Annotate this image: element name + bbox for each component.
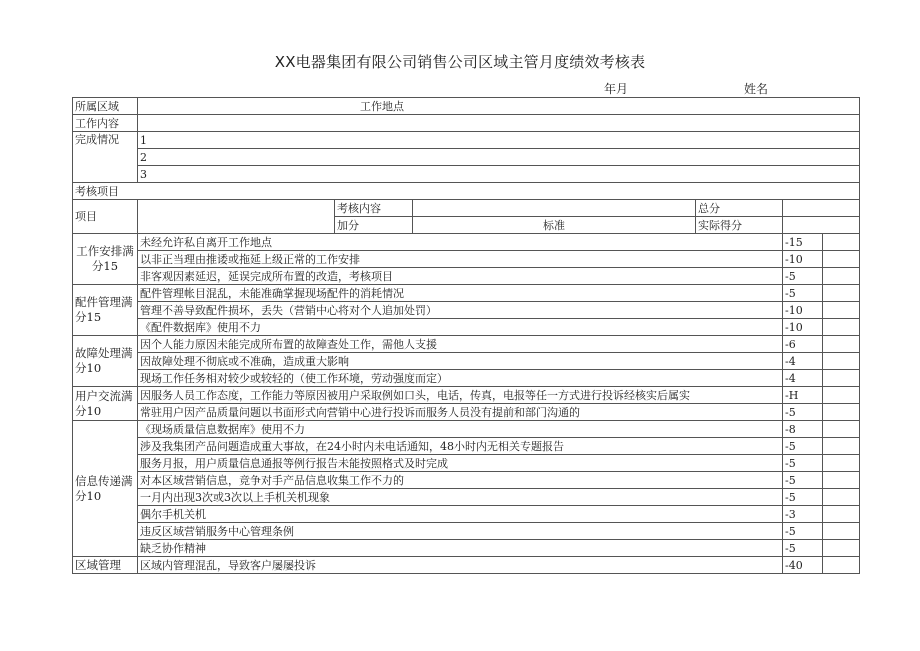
name-label: 姓名 [744,82,769,96]
score-cell: -10 [783,319,823,336]
score-cell: -10 [783,302,823,319]
score-cell: -5 [783,285,823,302]
category-cell: 工作安排满分15 [73,234,138,285]
score-cell: -5 [783,438,823,455]
category-cell: 用户交流满分10 [73,387,138,421]
completion-label: 完成情况 [73,132,138,183]
actual-cell [823,302,860,319]
criterion-text: 未经允许私自离开工作地点 [138,234,783,251]
actual-cell [823,370,860,387]
page-title: XX电器集团有限公司销售公司区域主管月度绩效考核表 [274,53,646,71]
table-row [73,285,860,302]
score-cell: -5 [783,523,823,540]
work-location-label: 工作地点 [360,99,404,113]
actual-cell [823,268,860,285]
actual-score-value [783,217,860,234]
criterion-text: 配件管理帐目混乱，未能准确掌握现场配件的消耗情况 [138,285,783,302]
criterion-text: 现场工作任务相对较少或较轻的（使工作环境，劳动强度而定） [138,370,783,387]
completion-row [73,132,860,149]
table-row [73,251,860,268]
score-cell: -5 [783,472,823,489]
criterion-text: 因故障处理不彻底或不准确，造成重大影响 [138,353,783,370]
table-row [73,234,860,251]
actual-cell [823,404,860,421]
table-row [73,353,860,370]
assessment-label: 考核项目 [73,183,860,200]
score-cell: -5 [783,404,823,421]
table-row [73,455,860,472]
criterion-text: 一月内出现3次或3次以上手机关机现象 [138,489,783,506]
category-cell: 区域管理 [73,557,138,574]
table-row [73,336,860,353]
bonus-label: 加分 [335,217,413,234]
actual-cell [823,285,860,302]
score-cell: -5 [783,540,823,557]
score-cell: -15 [783,234,823,251]
table-row [73,387,860,404]
criterion-text: 对本区域营销信息，竞争对手产品信息收集工作不力的 [138,472,783,489]
criterion-text: 《现场质量信息数据库》使用不力 [138,421,783,438]
table-row [73,438,860,455]
table-row [73,506,860,523]
actual-cell [823,234,860,251]
score-cell: -5 [783,489,823,506]
criterion-text: 因服务人员工作态度，工作能力等原因被用户采取例如口头，电话，传真，电报等任一方式进行投诉经核实后属实 [138,387,783,404]
score-cell: -6 [783,336,823,353]
table-row [73,370,860,387]
table-row [73,421,860,438]
year-month-label: 年月 [604,82,629,96]
actual-cell [823,336,860,353]
criterion-text: 服务月报，用户质量信息通报等例行报告未能按照格式及时完成 [138,455,783,472]
completion-item: 2 [138,149,860,166]
score-cell: -10 [783,251,823,268]
table-row [73,489,860,506]
category-cell: 故障处理满分10 [73,336,138,387]
score-cell: -3 [783,506,823,523]
completion-row [73,149,860,166]
table-row [73,472,860,489]
score-cell: -4 [783,353,823,370]
work-location-cell [138,98,860,115]
column-header-row [73,200,860,217]
criterion-text: 非客观因素延迟，延误完成所布置的改造，考核项目 [138,268,783,285]
score-cell: -40 [783,557,823,574]
actual-cell [823,557,860,574]
criterion-text: 常驻用户因产品质量问题以书面形式向营销中心进行投诉而服务人员没有提前和部门沟通的 [138,404,783,421]
work-content-row [73,115,860,132]
actual-cell [823,421,860,438]
table-row [73,319,860,336]
criterion-text: 偶尔手机关机 [138,506,783,523]
actual-cell [823,472,860,489]
category-cell: 信息传递满分10 [73,421,138,557]
actual-cell [823,506,860,523]
score-cell: -4 [783,370,823,387]
completion-row [73,166,860,183]
table-row [73,523,860,540]
actual-cell [823,523,860,540]
assessment-table [72,97,860,574]
standard-label: 标准 [413,217,696,234]
actual-cell [823,387,860,404]
score-cell: -8 [783,421,823,438]
total-score-label: 总分 [696,200,783,217]
item-label: 项目 [73,200,138,234]
score-cell: -5 [783,455,823,472]
table-row [73,268,860,285]
completion-item: 1 [138,132,860,149]
criterion-text: 《配件数据库》使用不力 [138,319,783,336]
actual-cell [823,540,860,557]
criterion-text: 区域内管理混乱，导致客户屡屡投诉 [138,557,783,574]
table-row [73,404,860,421]
total-score-value [783,200,860,217]
criterion-text: 以非正当理由推诿或拖延上级正常的工作安排 [138,251,783,268]
actual-cell [823,455,860,472]
criterion-text: 缺乏协作精神 [138,540,783,557]
assess-content-label: 考核内容 [335,200,413,217]
table-row [73,302,860,319]
region-row [73,98,860,115]
score-cell: -H [783,387,823,404]
actual-cell [823,353,860,370]
table-row [73,540,860,557]
actual-cell [823,489,860,506]
actual-cell [823,251,860,268]
work-content-value [138,115,860,132]
assessment-header-row [73,183,860,200]
assess-content-value [413,200,696,217]
completion-item: 3 [138,166,860,183]
actual-cell [823,319,860,336]
table-row [73,557,860,574]
criterion-text: 违反区域营销服务中心管理条例 [138,523,783,540]
region-label: 所属区域 [73,98,138,115]
item-blank [138,200,335,234]
criterion-text: 因个人能力原因未能完成所布置的故障查处工作，需他人支援 [138,336,783,353]
actual-cell [823,438,860,455]
actual-score-label: 实际得分 [696,217,783,234]
score-cell: -5 [783,268,823,285]
criterion-text: 涉及我集团产品问题造成重大事故，在24小时内未电话通知，48小时内无相关专题报告 [138,438,783,455]
criterion-text: 管理不善导致配件损坏，丢失（营销中心将对个人追加处罚） [138,302,783,319]
category-cell: 配件管理满分15 [73,285,138,336]
work-content-label: 工作内容 [73,115,138,132]
